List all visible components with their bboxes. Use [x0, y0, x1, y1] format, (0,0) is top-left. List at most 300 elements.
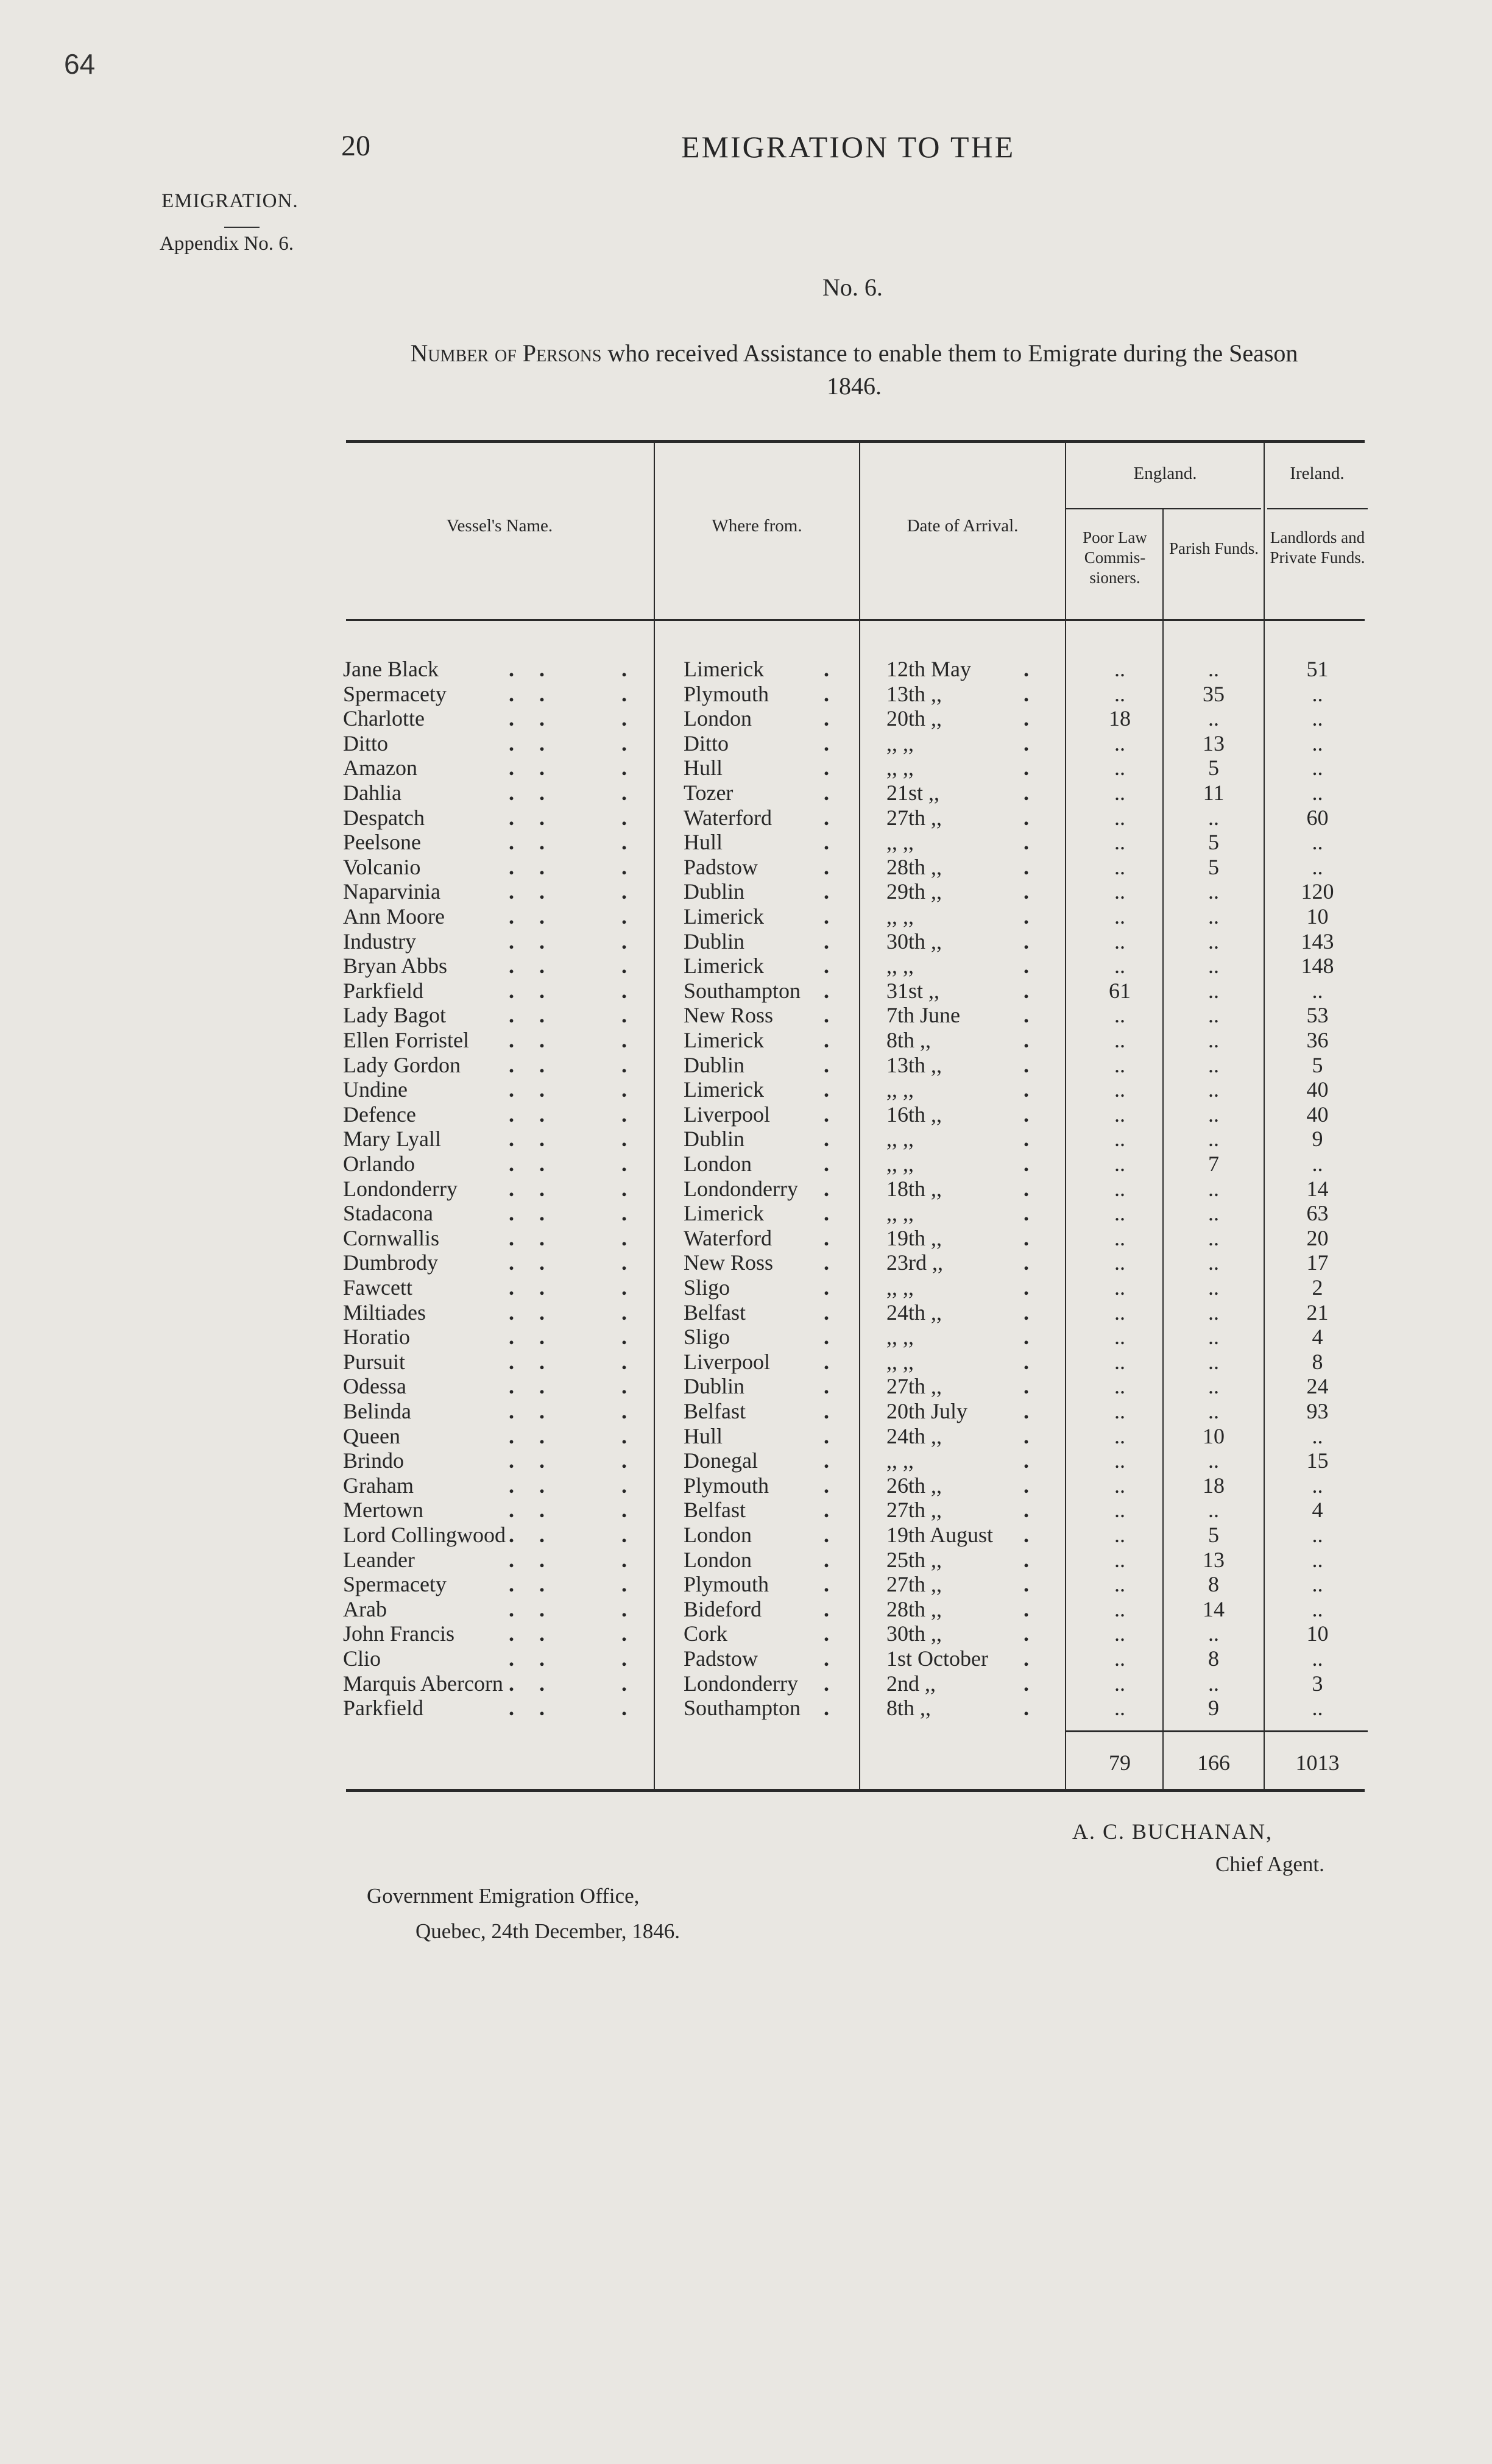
date-of-arrival: 30th ,, [886, 1621, 942, 1646]
parish-funds-count: 8 [1208, 1646, 1219, 1671]
parish-funds-count: .. [1208, 904, 1219, 929]
vessel-leader-dot: . [539, 1225, 545, 1250]
date-of-arrival: 28th ,, [886, 854, 942, 879]
date-of-arrival: 31st ,, [886, 978, 940, 1003]
date-leader-dot: . [1024, 1423, 1029, 1448]
date-of-arrival: 27th ,, [886, 1374, 942, 1399]
landlords-count: .. [1312, 1646, 1323, 1671]
date-leader-dot: . [1024, 1572, 1029, 1597]
landlords-count: 10 [1306, 1621, 1329, 1646]
from-leader-dot: . [824, 1473, 829, 1498]
date-leader-dot: . [1024, 1621, 1029, 1646]
side-appendix: Appendix No. 6. [160, 233, 294, 255]
from-leader-dot: . [824, 1646, 829, 1671]
vessel-leader-dot: . [621, 1547, 627, 1572]
poor-law-count: 18 [1109, 706, 1131, 731]
table-row [0, 1424, 1492, 1448]
vessel-leader-dot: . [539, 1423, 545, 1448]
parish-funds-count: 5 [1208, 830, 1219, 855]
date-of-arrival: 13th ,, [886, 681, 942, 706]
vessel-leader-dot: . [621, 879, 627, 904]
date-leader-dot: . [1024, 1646, 1029, 1671]
vessel-leader-dot: . [539, 1028, 545, 1052]
vessel-leader-dot: . [539, 1176, 545, 1201]
parish-funds-count: .. [1208, 929, 1219, 954]
title-part-3: 1846. [827, 372, 882, 400]
parish-funds-count: 5 [1208, 1523, 1219, 1547]
date-of-arrival: 27th ,, [886, 1498, 942, 1523]
vessel-leader-dot: . [539, 681, 545, 706]
vessel-leader-dot: . [621, 1473, 627, 1498]
vessel-leader-dot: . [509, 879, 514, 904]
date-leader-dot: . [1024, 1498, 1029, 1523]
vessel-leader-dot: . [621, 1201, 627, 1226]
poor-law-count: .. [1114, 1225, 1125, 1250]
date-leader-dot: . [1024, 1077, 1029, 1102]
vessel-name: Fawcett [343, 1275, 412, 1300]
date-leader-dot: . [1024, 830, 1029, 855]
vessel-leader-dot: . [539, 978, 545, 1003]
landlords-count: .. [1312, 731, 1323, 756]
landlords-count: .. [1312, 681, 1323, 706]
landlords-count: .. [1312, 830, 1323, 855]
table-bottom-rule [346, 1789, 1365, 1792]
where-from: Waterford [684, 805, 773, 830]
from-leader-dot: . [824, 681, 829, 706]
landlords-count: 17 [1306, 1250, 1329, 1275]
table-row [0, 1671, 1492, 1696]
poor-law-count: .. [1114, 1003, 1125, 1028]
date-of-arrival: 24th ,, [886, 1423, 942, 1448]
vessel-leader-dot: . [539, 929, 545, 954]
date-of-arrival: ,, ,, [886, 1077, 914, 1102]
office-name: Government Emigration Office, [367, 1884, 640, 1908]
poor-law-count: .. [1114, 1423, 1125, 1448]
vessel-leader-dot: . [509, 1077, 514, 1102]
totals-rule [1065, 1730, 1368, 1732]
vessel-name: Industry [343, 929, 416, 954]
date-of-arrival: 2nd ,, [886, 1671, 936, 1696]
vessel-leader-dot: . [509, 657, 514, 681]
vessel-leader-dot: . [539, 1152, 545, 1176]
from-leader-dot: . [824, 781, 829, 805]
from-leader-dot: . [824, 1621, 829, 1646]
date-of-arrival: 20th July [886, 1399, 968, 1423]
header-england: England. [1133, 464, 1197, 483]
date-leader-dot: . [1024, 1696, 1029, 1721]
where-from: Donegal [684, 1448, 758, 1473]
vessel-leader-dot: . [539, 1572, 545, 1597]
from-leader-dot: . [824, 1250, 829, 1275]
landlords-count: 148 [1301, 954, 1334, 979]
vessel-leader-dot: . [509, 1325, 514, 1350]
table-row [0, 682, 1492, 706]
from-leader-dot: . [824, 1077, 829, 1102]
landlords-count: 10 [1306, 904, 1329, 929]
page-number: 20 [341, 130, 370, 162]
vessel-leader-dot: . [539, 830, 545, 855]
parish-funds-count: .. [1208, 1003, 1219, 1028]
table-row [0, 1646, 1492, 1671]
where-from: Plymouth [684, 1572, 769, 1597]
scan-page-number: 64 [64, 48, 96, 80]
date-leader-dot: . [1024, 756, 1029, 781]
landlords-count: 15 [1306, 1448, 1329, 1473]
date-leader-dot: . [1024, 1201, 1029, 1226]
from-leader-dot: . [824, 1201, 829, 1226]
poor-law-count: .. [1114, 1671, 1125, 1696]
table-row [0, 879, 1492, 904]
vessel-name: Mertown [343, 1498, 423, 1523]
landlords-count: 4 [1312, 1498, 1323, 1523]
running-title: EMIGRATION TO THE [681, 130, 1016, 164]
vessel-leader-dot: . [509, 1152, 514, 1176]
vessel-leader-dot: . [539, 1596, 545, 1621]
date-leader-dot: . [1024, 1102, 1029, 1127]
date-leader-dot: . [1024, 1052, 1029, 1077]
side-label: EMIGRATION. [161, 190, 299, 212]
landlords-count: 2 [1312, 1275, 1323, 1300]
from-leader-dot: . [824, 830, 829, 855]
landlords-count: 24 [1306, 1374, 1329, 1399]
vessel-name: Spermacety [343, 1572, 447, 1597]
table-row [0, 830, 1492, 854]
table-row [0, 756, 1492, 780]
header-parish: Parish Funds. [1168, 539, 1259, 558]
from-leader-dot: . [824, 1275, 829, 1300]
table-row [0, 1152, 1492, 1176]
vessel-leader-dot: . [539, 756, 545, 781]
vessel-leader-dot: . [621, 954, 627, 979]
date-of-arrival: ,, ,, [886, 904, 914, 929]
landlords-count: .. [1312, 1547, 1323, 1572]
parish-funds-count: .. [1208, 1028, 1219, 1052]
date-leader-dot: . [1024, 1152, 1029, 1176]
date-of-arrival: 23rd ,, [886, 1250, 943, 1275]
parish-funds-count: .. [1208, 657, 1219, 681]
date-of-arrival: ,, ,, [886, 1349, 914, 1374]
landlords-count: .. [1312, 978, 1323, 1003]
vessel-name: Lady Gordon [343, 1052, 461, 1077]
date-leader-dot: . [1024, 978, 1029, 1003]
poor-law-count: .. [1114, 805, 1125, 830]
table-row [0, 1077, 1492, 1102]
date-leader-dot: . [1024, 657, 1029, 681]
vessel-leader-dot: . [509, 1127, 514, 1152]
vessel-leader-dot: . [509, 1176, 514, 1201]
vessel-leader-dot: . [621, 1399, 627, 1423]
poor-law-count: .. [1114, 731, 1125, 756]
parish-funds-count: .. [1208, 1052, 1219, 1077]
landlords-count: .. [1312, 1423, 1323, 1448]
poor-law-count: .. [1114, 1176, 1125, 1201]
vessel-leader-dot: . [509, 1572, 514, 1597]
date-leader-dot: . [1024, 1399, 1029, 1423]
header-from: Where from. [712, 516, 802, 536]
date-of-arrival: 25th ,, [886, 1547, 942, 1572]
parish-funds-count: .. [1208, 1325, 1219, 1350]
date-leader-dot: . [1024, 681, 1029, 706]
poor-law-count: .. [1114, 1300, 1125, 1325]
vessel-leader-dot: . [621, 1102, 627, 1127]
landlords-count: .. [1312, 1152, 1323, 1176]
table-row [0, 855, 1492, 879]
vessel-leader-dot: . [509, 954, 514, 979]
vessel-name: Mary Lyall [343, 1127, 441, 1152]
where-from: Limerick [684, 657, 764, 681]
parish-funds-count: 13 [1203, 731, 1225, 756]
table-row [0, 1473, 1492, 1498]
parish-funds-count: .. [1208, 1275, 1219, 1300]
vessel-leader-dot: . [509, 1596, 514, 1621]
from-leader-dot: . [824, 706, 829, 731]
vessel-leader-dot: . [539, 1127, 545, 1152]
where-from: Liverpool [684, 1102, 770, 1127]
vessel-name: Bryan Abbs [343, 954, 447, 979]
vessel-name: Stadacona [343, 1201, 433, 1226]
poor-law-count: .. [1114, 1152, 1125, 1176]
vessel-name: Dahlia [343, 781, 401, 805]
vessel-leader-dot: . [621, 1325, 627, 1350]
vessel-leader-dot: . [539, 1448, 545, 1473]
landlords-count: 93 [1306, 1399, 1329, 1423]
vessel-leader-dot: . [539, 854, 545, 879]
table-row [0, 1572, 1492, 1596]
vessel-leader-dot: . [509, 781, 514, 805]
vessel-leader-dot: . [621, 1176, 627, 1201]
vessel-leader-dot: . [509, 830, 514, 855]
from-leader-dot: . [824, 879, 829, 904]
poor-law-count: .. [1114, 1596, 1125, 1621]
where-from: Hull [684, 1423, 723, 1448]
table-row [0, 1300, 1492, 1325]
table-row [0, 1374, 1492, 1398]
parish-funds-count: 7 [1208, 1152, 1219, 1176]
table-row [0, 929, 1492, 954]
side-rule [224, 227, 260, 228]
parish-funds-count: .. [1208, 1621, 1219, 1646]
date-leader-dot: . [1024, 1225, 1029, 1250]
from-leader-dot: . [824, 904, 829, 929]
vessel-name: Spermacety [343, 681, 447, 706]
landlords-count: 3 [1312, 1671, 1323, 1696]
poor-law-count: .. [1114, 1028, 1125, 1052]
from-leader-dot: . [824, 1152, 829, 1176]
vessel-leader-dot: . [509, 1547, 514, 1572]
where-from: Dublin [684, 879, 745, 904]
vessel-name: Defence [343, 1102, 416, 1127]
landlords-count: .. [1312, 1596, 1323, 1621]
where-from: Plymouth [684, 1473, 769, 1498]
vessel-leader-dot: . [509, 805, 514, 830]
parish-funds-count: 13 [1203, 1547, 1225, 1572]
vessel-leader-dot: . [621, 756, 627, 781]
table-row [0, 1696, 1492, 1720]
parish-funds-count: .. [1208, 1201, 1219, 1226]
vessel-leader-dot: . [621, 1152, 627, 1176]
vessel-name: Miltiades [343, 1300, 426, 1325]
table-row [0, 731, 1492, 756]
table-row [0, 1448, 1492, 1473]
vessel-leader-dot: . [509, 1423, 514, 1448]
from-leader-dot: . [824, 1003, 829, 1028]
date-of-arrival: 16th ,, [886, 1102, 942, 1127]
table-row [0, 1498, 1492, 1522]
landlords-count: .. [1312, 1523, 1323, 1547]
parish-funds-count: .. [1208, 1399, 1219, 1423]
poor-law-count: .. [1114, 854, 1125, 879]
date-of-arrival: 19th August [886, 1523, 994, 1547]
where-from: Limerick [684, 954, 764, 979]
vessel-leader-dot: . [509, 1399, 514, 1423]
vessel-name: Odessa [343, 1374, 406, 1399]
vessel-name: Parkfield [343, 1696, 423, 1721]
from-leader-dot: . [824, 1325, 829, 1350]
vessel-name: Volcanio [343, 854, 421, 879]
vessel-leader-dot: . [509, 1349, 514, 1374]
total-landlords: 1013 [1295, 1751, 1340, 1775]
date-leader-dot: . [1024, 1028, 1029, 1052]
date-of-arrival: 20th ,, [886, 706, 942, 731]
where-from: Belfast [684, 1399, 746, 1423]
parish-funds-count: .. [1208, 1671, 1219, 1696]
vessel-leader-dot: . [621, 1275, 627, 1300]
date-of-arrival: 27th ,, [886, 1572, 942, 1597]
date-of-arrival: ,, ,, [886, 1325, 914, 1350]
vessel-name: Ditto [343, 731, 389, 756]
table-row [0, 657, 1492, 681]
where-from: Liverpool [684, 1349, 770, 1374]
landlords-count: .. [1312, 854, 1323, 879]
vessel-leader-dot: . [621, 1671, 627, 1696]
vessel-leader-dot: . [621, 929, 627, 954]
table-row [0, 1028, 1492, 1052]
parish-funds-count: 10 [1203, 1423, 1225, 1448]
vessel-name: Graham [343, 1473, 414, 1498]
where-from: Londonderry [684, 1176, 798, 1201]
from-leader-dot: . [824, 1102, 829, 1127]
vessel-leader-dot: . [509, 1102, 514, 1127]
vessel-leader-dot: . [539, 1498, 545, 1523]
landlords-count: .. [1312, 706, 1323, 731]
parish-funds-count: .. [1208, 954, 1219, 979]
vessel-leader-dot: . [509, 731, 514, 756]
table-row [0, 1177, 1492, 1201]
vessel-leader-dot: . [509, 1003, 514, 1028]
vessel-leader-dot: . [621, 854, 627, 879]
where-from: Dublin [684, 929, 745, 954]
where-from: Hull [684, 830, 723, 855]
date-leader-dot: . [1024, 954, 1029, 979]
date-leader-dot: . [1024, 1671, 1029, 1696]
from-leader-dot: . [824, 1596, 829, 1621]
where-from: London [684, 1523, 752, 1547]
vessel-leader-dot: . [621, 1374, 627, 1399]
poor-law-count: .. [1114, 1696, 1125, 1721]
poor-law-count: .. [1114, 1052, 1125, 1077]
date-leader-dot: . [1024, 1300, 1029, 1325]
vessel-leader-dot: . [621, 1621, 627, 1646]
date-of-arrival: 8th ,, [886, 1028, 932, 1052]
from-leader-dot: . [824, 1399, 829, 1423]
parish-funds-count: .. [1208, 978, 1219, 1003]
table-row [0, 1003, 1492, 1027]
from-leader-dot: . [824, 854, 829, 879]
vessel-leader-dot: . [621, 1696, 627, 1721]
where-from: Dublin [684, 1374, 745, 1399]
landlords-count: 9 [1312, 1127, 1323, 1152]
table-row [0, 805, 1492, 830]
landlords-count: 53 [1306, 1003, 1329, 1028]
vessel-name: Londonderry [343, 1176, 458, 1201]
poor-law-count: .. [1114, 879, 1125, 904]
where-from: Dublin [684, 1127, 745, 1152]
landlords-count: 4 [1312, 1325, 1323, 1350]
vessel-name: Brindo [343, 1448, 405, 1473]
poor-law-count: .. [1114, 1127, 1125, 1152]
poor-law-count: .. [1114, 1250, 1125, 1275]
title-part-1: Number of Persons [410, 339, 602, 367]
from-leader-dot: . [824, 1225, 829, 1250]
table-row [0, 1275, 1492, 1300]
vessel-leader-dot: . [509, 1671, 514, 1696]
date-of-arrival: ,, ,, [886, 1275, 914, 1300]
total-poor-law: 79 [1109, 1751, 1131, 1775]
where-from: Londonderry [684, 1671, 798, 1696]
where-from: Dublin [684, 1052, 745, 1077]
date-of-arrival: ,, ,, [886, 731, 914, 756]
where-from: Limerick [684, 1028, 764, 1052]
vessel-leader-dot: . [509, 1646, 514, 1671]
total-parish: 166 [1197, 1751, 1230, 1775]
vessel-leader-dot: . [509, 1201, 514, 1226]
from-leader-dot: . [824, 1349, 829, 1374]
vessel-name: Cornwallis [343, 1225, 439, 1250]
date-of-arrival: 26th ,, [886, 1473, 942, 1498]
vessel-leader-dot: . [509, 1225, 514, 1250]
from-leader-dot: . [824, 1028, 829, 1052]
vessel-leader-dot: . [539, 1325, 545, 1350]
vessel-leader-dot: . [621, 1003, 627, 1028]
date-of-arrival: 30th ,, [886, 929, 942, 954]
vessel-leader-dot: . [509, 706, 514, 731]
header-ireland: Ireland. [1290, 464, 1345, 483]
header-landlords: Landlords and Private Funds. [1270, 528, 1365, 567]
vessel-name: Parkfield [343, 978, 423, 1003]
from-leader-dot: . [824, 657, 829, 681]
parish-funds-count: 35 [1203, 681, 1225, 706]
date-of-arrival: 28th ,, [886, 1596, 942, 1621]
parish-funds-count: 9 [1208, 1696, 1219, 1721]
table-row [0, 1201, 1492, 1225]
vessel-leader-dot: . [509, 1473, 514, 1498]
where-from: Limerick [684, 1201, 764, 1226]
where-from: Southampton [684, 1696, 801, 1721]
table-row [0, 1325, 1492, 1349]
where-from: Belfast [684, 1498, 746, 1523]
from-leader-dot: . [824, 1127, 829, 1152]
poor-law-count: .. [1114, 1325, 1125, 1350]
landlords-count: 120 [1301, 879, 1334, 904]
poor-law-count: .. [1114, 1448, 1125, 1473]
where-from: Cork [684, 1621, 727, 1646]
vessel-leader-dot: . [509, 1498, 514, 1523]
date-of-arrival: 12th May [886, 657, 971, 681]
table-row [0, 904, 1492, 929]
date-leader-dot: . [1024, 1325, 1029, 1350]
vessel-leader-dot: . [539, 706, 545, 731]
vessel-leader-dot: . [509, 1052, 514, 1077]
